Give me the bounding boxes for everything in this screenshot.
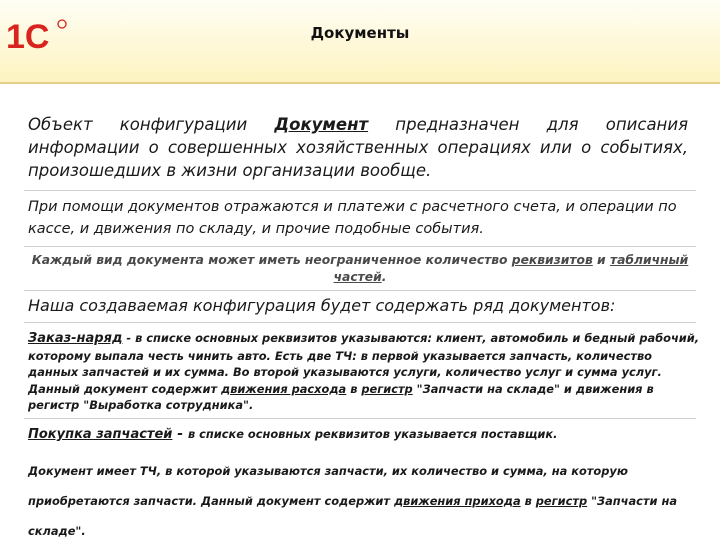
page-title: Документы: [310, 24, 410, 42]
register-link[interactable]: регистр: [535, 494, 588, 508]
1c-logo: [4, 16, 68, 56]
p1-before: Объект конфигурации: [28, 115, 275, 134]
documents-intro: Наша создаваемая конфигурация будет содержать ряд документов:: [28, 296, 616, 315]
divider: [24, 246, 696, 247]
header-bar: [0, 0, 720, 82]
expense-movements-link[interactable]: движения расхода: [221, 381, 347, 396]
p1-after: предназначен для описания информации о совершенных хозяйственных операциях или о событиях, произошедших в жизни организации вообще.: [28, 115, 688, 180]
p5-mid: в: [346, 381, 362, 396]
divider: [24, 190, 696, 191]
divider: [24, 418, 696, 419]
divider: [24, 290, 696, 291]
requisites-link[interactable]: реквизитов: [511, 253, 593, 267]
income-movements-link[interactable]: движения прихода: [393, 494, 521, 508]
work-order-name: Заказ-наряд: [28, 331, 123, 346]
header-divider: [0, 82, 720, 84]
svg-text:1С: 1С: [6, 18, 50, 56]
payments-paragraph: При помощи документов отражаются и платежи с расчетного счета, и операции по кассе, и движения по складу, и прочие подобные события.: [28, 199, 677, 237]
details-paragraph: [24, 252, 696, 286]
p3-mid: и: [592, 253, 610, 267]
p5-before: - в списке основных реквизитов указываются: клиент, автомобиль и бедный рабочий, которому выпала честь чинить авто. Есть две ТЧ: в первой указывается запчасть, количество данных запчастей и их сумма. Во второй указываются услуги, количество услуг и сумма услуг. Данный документ содержит: [28, 331, 700, 396]
intro-paragraph: [28, 113, 688, 182]
p3-before: Каждый вид документа может иметь неограниченное количество: [31, 253, 512, 267]
p6-text: в списке основных реквизитов указывается поставщик.: [187, 427, 558, 441]
divider: [24, 322, 696, 323]
document-term: Документ: [274, 115, 369, 134]
purchase-paragraph: [28, 426, 700, 442]
p7-before: Документ имеет ТЧ, в которой указываются запчасти, их количество и сумма, на которую приобретаются запчасти. Данный документ содержит: [28, 464, 628, 508]
purchase-details-paragraph: [28, 456, 708, 546]
p5-after: "Запчасти на складе" и движения в регистр "Выработка сотрудника".: [28, 381, 654, 412]
p7-after: "Запчасти на складе".: [28, 494, 678, 538]
p7-mid: в: [520, 494, 536, 508]
p6-dash: -: [172, 426, 188, 442]
register-link[interactable]: регистр: [361, 381, 413, 396]
purchase-doc-name: Покупка запчастей: [28, 427, 173, 442]
work-order-paragraph: [28, 330, 700, 414]
tabular-parts-link[interactable]: табличный частей: [333, 253, 689, 284]
p3-after: .: [381, 270, 387, 284]
